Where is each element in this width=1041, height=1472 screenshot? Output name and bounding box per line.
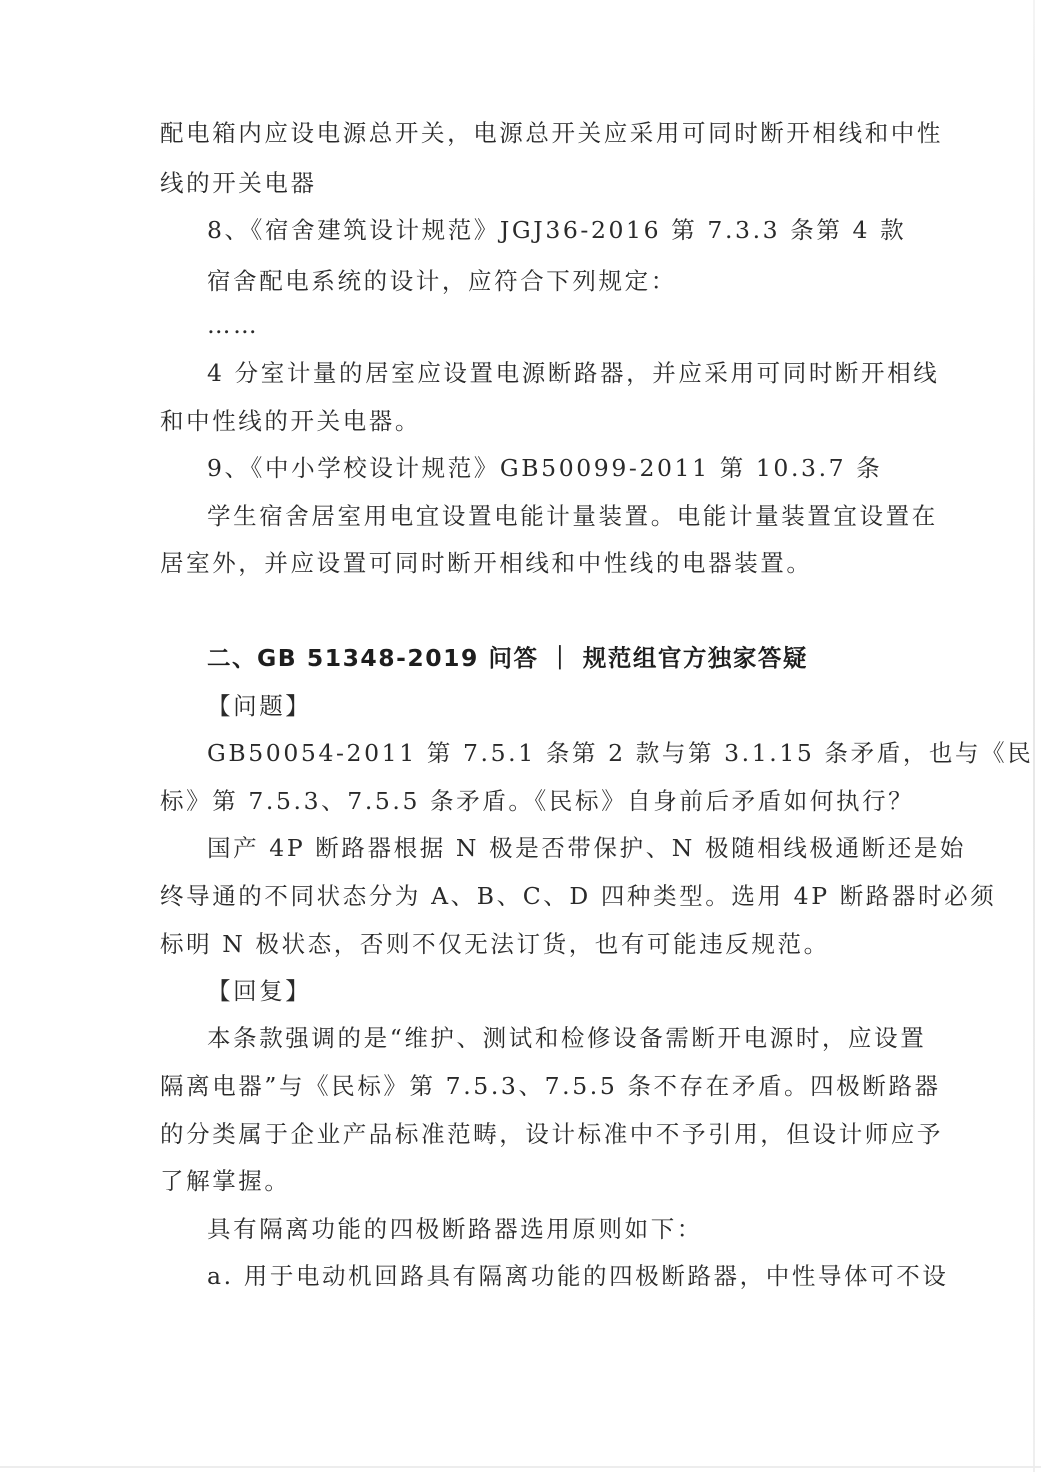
- reply-label: 【回复】: [207, 977, 312, 1005]
- text-line: 本条款强调的是“维护、测试和检修设备需断开电源时，应设置: [207, 1024, 927, 1052]
- text-line: 和中性线的开关电器。: [160, 407, 421, 435]
- scan-edge: [1033, 0, 1035, 1472]
- question-label: 【问题】: [207, 692, 312, 720]
- text-line: 4 分室计量的居室应设置电源断路器，并应采用可同时断开相线: [207, 359, 940, 387]
- text-line: 隔离电器”与《民标》第 7.5.3、7.5.5 条不存在矛盾。四极断路器: [160, 1072, 941, 1100]
- text-line: 国产 4P 断路器根据 N 极是否带保护、N 极随相线极通断还是始: [207, 834, 967, 862]
- text-line: 标明 N 极状态，否则不仅无法订货，也有可能违反规范。: [160, 930, 830, 958]
- text-line: a. 用于电动机回路具有隔离功能的四极断路器，中性导体可不设: [207, 1262, 949, 1290]
- text-line: 线的开关电器: [160, 169, 317, 197]
- text-line: GB50054-2011 第 7.5.1 条第 2 款与第 3.1.15 条矛盾，也与《民: [207, 739, 1034, 767]
- text-line: 终导通的不同状态分为 A、B、C、D 四种类型。选用 4P 断路器时必须: [160, 882, 997, 910]
- text-line: 了解掌握。: [160, 1167, 291, 1195]
- text-line: 学生宿舍居室用电宜设置电能计量装置。电能计量装置宜设置在: [207, 502, 938, 530]
- text-line: 标》第 7.5.3、7.5.5 条矛盾。《民标》自身前后矛盾如何执行？: [160, 787, 915, 815]
- clause-heading: 8、《宿舍建筑设计规范》JGJ36-2016 第 7.3.3 条第 4 款: [207, 216, 907, 244]
- section-heading: 二、GB 51348-2019 问答 ｜ 规范组官方独家答疑: [207, 644, 808, 672]
- text-line: 宿舍配电系统的设计，应符合下列规定：: [207, 267, 677, 295]
- scan-bottom-edge: [0, 1466, 1041, 1468]
- text-line: 具有隔离功能的四极断路器选用原则如下：: [207, 1215, 703, 1243]
- text-line: 的分类属于企业产品标准范畴，设计标准中不予引用，但设计师应予: [160, 1120, 943, 1148]
- text-line: 居室外，并应设置可同时断开相线和中性线的电器装置。: [160, 549, 813, 577]
- ellipsis: ……: [207, 311, 260, 339]
- text-line: 配电箱内应设电源总开关，电源总开关应采用可同时断开相线和中性: [160, 119, 943, 147]
- clause-heading: 9、《中小学校设计规范》GB50099-2011 第 10.3.7 条: [207, 454, 883, 482]
